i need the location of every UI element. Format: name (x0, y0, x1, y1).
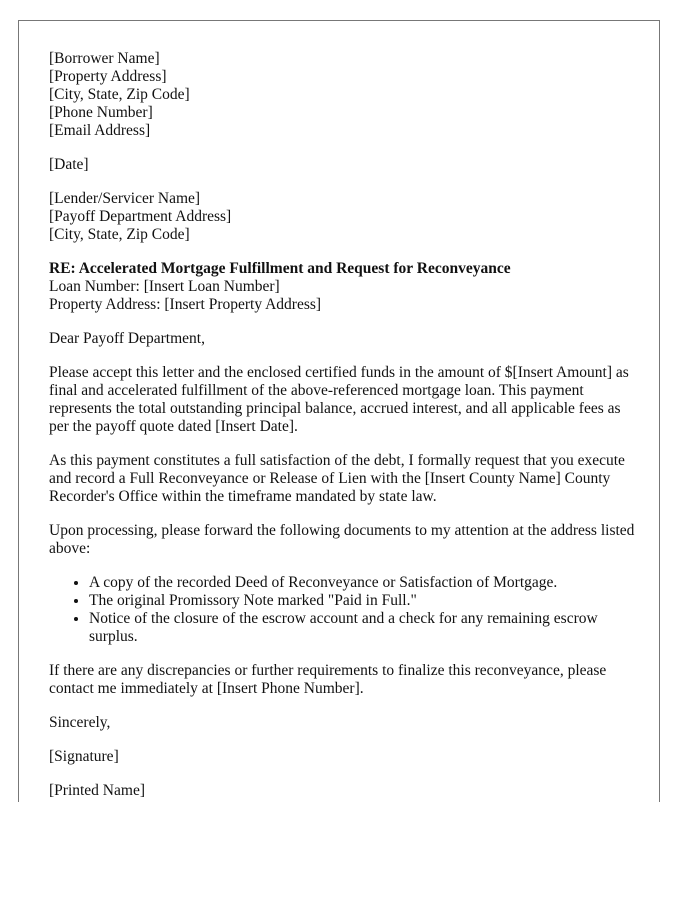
body-paragraph-documents-intro: Upon processing, please forward the following documents to my attention at the address listed above: (49, 522, 635, 557)
salutation: Dear Payoff Department, (49, 330, 205, 347)
subject-block (49, 260, 639, 314)
printed-name: [Printed Name] (49, 782, 145, 799)
letter-page (18, 20, 660, 802)
property-address-reference: Property Address: [Insert Property Address] (49, 296, 322, 313)
recipient-name: [Lender/Servicer Name] (49, 190, 201, 207)
sender-email: [Email Address] (49, 122, 151, 139)
closing-paragraph: If there are any discrepancies or further requirements to finalize this reconveyance, please contact me immediately at [Insert Phone Number]. (49, 662, 607, 697)
loan-number: Loan Number: [Insert Loan Number] (49, 278, 280, 295)
sender-phone: [Phone Number] (49, 104, 153, 121)
body-paragraph-reconveyance: As this payment constitutes a full satisfaction of the debt, I formally request that you execute and record a Full Reconveyance or Release of Lien with the [Insert County Name] County Recorder's Office within the timeframe mandated by state law. (49, 452, 625, 505)
signature-placeholder: [Signature] (49, 748, 119, 765)
signoff: Sincerely, (49, 714, 111, 731)
subject-line: RE: Accelerated Mortgage Fulfillment and Request for Reconveyance (49, 260, 511, 277)
sender-address-block (49, 50, 639, 140)
documents-list (49, 574, 639, 646)
recipient-city-state-zip: [City, State, Zip Code] (49, 226, 190, 243)
letter-date: [Date] (49, 156, 89, 173)
body-paragraph-payment: Please accept this letter and the enclosed certified funds in the amount of $[Insert Amount] as final and accelerated fulfillment of the above-referenced mortgage loan. This payment represents the total outstanding principal balance, accrued interest, and all applicable fees as per the payoff quote dated [Insert Date]. (49, 364, 629, 435)
date-block (49, 156, 639, 174)
list-item: • Notice of the closure of the escrow account and a check for any remaining escrow surplus. (89, 610, 639, 646)
recipient-address-block (49, 190, 639, 244)
list-item: • The original Promissory Note marked "Paid in Full." (89, 592, 639, 610)
recipient-department-address: [Payoff Department Address] (49, 208, 232, 225)
list-item: • A copy of the recorded Deed of Reconveyance or Satisfaction of Mortgage. (89, 574, 639, 592)
sender-city-state-zip: [City, State, Zip Code] (49, 86, 190, 103)
letter-content (49, 50, 639, 816)
sender-name: [Borrower Name] (49, 50, 160, 67)
sender-property-address: [Property Address] (49, 68, 167, 85)
